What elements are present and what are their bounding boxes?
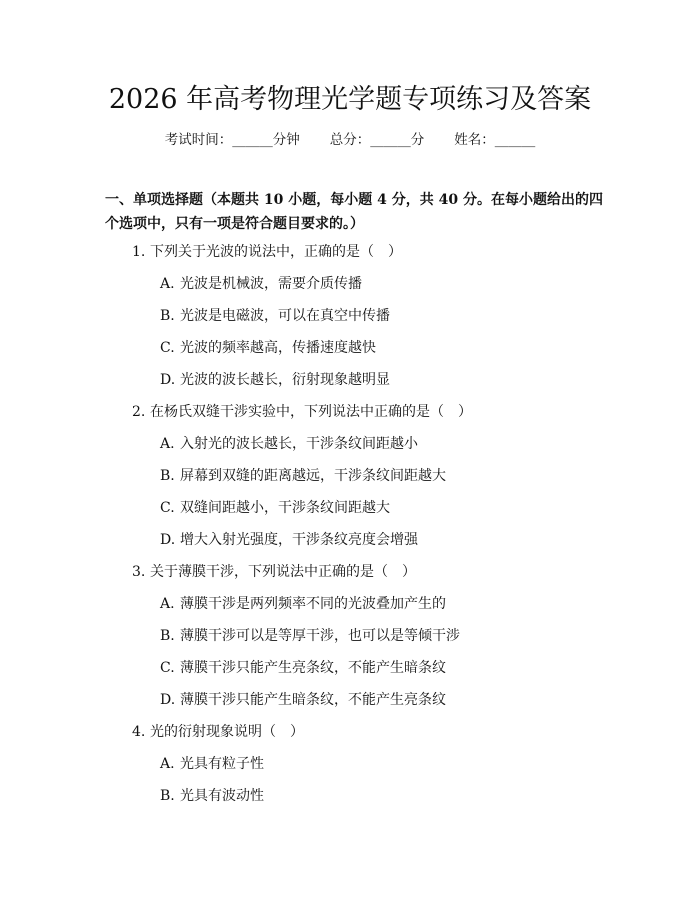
exam-meta <box>0 130 700 150</box>
option-3b <box>160 626 460 646</box>
option-2b <box>160 466 446 486</box>
option-text: 薄膜干涉只能产生亮条纹，不能产生暗条纹 <box>180 660 446 676</box>
option-1b <box>160 306 390 326</box>
option-letter: B. <box>160 308 175 324</box>
option-3c <box>160 658 446 678</box>
option-4a <box>160 754 264 774</box>
question-3 <box>132 562 416 582</box>
option-letter: A. <box>160 436 175 452</box>
option-text: 双缝间距越小，干涉条纹间距越大 <box>180 500 390 516</box>
option-letter: B. <box>160 788 175 804</box>
option-text: 光波是机械波，需要介质传播 <box>180 276 362 292</box>
option-letter: A. <box>160 596 175 612</box>
question-number: 3. <box>132 564 146 580</box>
option-text: 屏幕到双缝的距离越远，干涉条纹间距越大 <box>180 468 446 484</box>
option-text: 光波的波长越长，衍射现象越明显 <box>180 372 390 388</box>
option-text: 增大入射光强度，干涉条纹亮度会增强 <box>180 532 418 548</box>
option-letter: B. <box>160 628 175 644</box>
option-text: 薄膜干涉可以是等厚干涉，也可以是等倾干涉 <box>180 628 460 644</box>
option-text: 入射光的波长越长，干涉条纹间距越小 <box>180 436 418 452</box>
question-4 <box>132 722 304 742</box>
option-text: 薄膜干涉只能产生暗条纹，不能产生亮条纹 <box>180 692 446 708</box>
section-heading: 一、单项选择题（本题共 10 小题，每小题 4 分，共 40 分。在每小题给出的四个选项中，只有一项是符合题目要求的。） <box>105 192 603 232</box>
question-text: 关于薄膜干涉，下列说法中正确的是（ ） <box>150 564 416 580</box>
option-3a <box>160 594 446 614</box>
option-text: 薄膜干涉是两列频率不同的光波叠加产生的 <box>180 596 446 612</box>
option-1a <box>160 274 362 294</box>
option-letter: C. <box>160 500 175 516</box>
option-letter: A. <box>160 276 175 292</box>
page-title: 2026 年高考物理光学题专项练习及答案 <box>108 84 592 115</box>
question-1 <box>132 242 402 262</box>
question-text: 下列关于光波的说法中，正确的是（ ） <box>150 244 402 260</box>
option-text: 光波的频率越高，传播速度越快 <box>180 340 376 356</box>
question-2 <box>132 402 472 422</box>
option-2d <box>160 530 418 550</box>
option-letter: B. <box>160 468 175 484</box>
question-text: 光的衍射现象说明（ ） <box>150 724 304 740</box>
option-2a <box>160 434 418 454</box>
option-letter: A. <box>160 756 175 772</box>
option-text: 光具有波动性 <box>180 788 264 804</box>
option-1c <box>160 338 376 358</box>
question-number: 4. <box>132 724 146 740</box>
question-number: 1. <box>132 244 146 260</box>
question-number: 2. <box>132 404 146 420</box>
option-4b <box>160 786 264 806</box>
option-letter: D. <box>160 692 176 708</box>
option-letter: C. <box>160 660 175 676</box>
student-name: 姓名：______ <box>454 132 536 148</box>
option-letter: C. <box>160 340 175 356</box>
exam-time: 考试时间：______分钟 <box>164 132 300 148</box>
option-letter: D. <box>160 532 176 548</box>
option-letter: D. <box>160 372 176 388</box>
option-3d <box>160 690 446 710</box>
option-2c <box>160 498 390 518</box>
option-1d <box>160 370 390 390</box>
exam-total-score: 总分：______分 <box>329 132 425 148</box>
option-text: 光波是电磁波，可以在真空中传播 <box>180 308 390 324</box>
option-text: 光具有粒子性 <box>180 756 264 772</box>
question-text: 在杨氏双缝干涉实验中，下列说法中正确的是（ ） <box>150 404 472 420</box>
